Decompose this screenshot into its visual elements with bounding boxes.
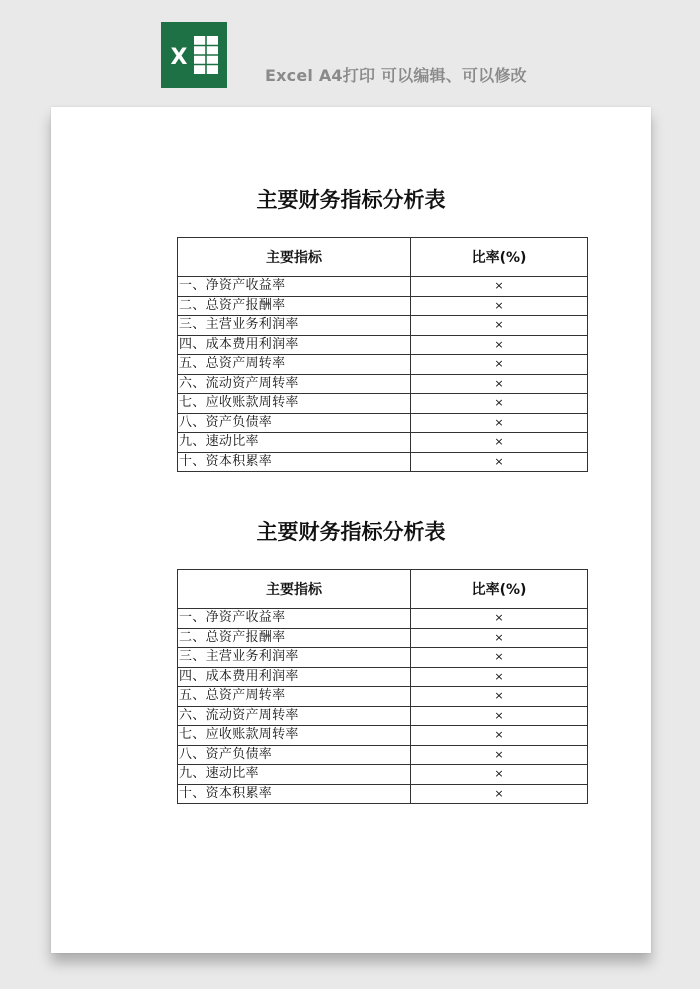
indicator-cell[interactable]: 九、速动比率 — [178, 433, 411, 453]
ratio-cell[interactable]: × — [411, 648, 588, 668]
sheet-title: 主要财务指标分析表 — [256, 520, 446, 544]
ratio-cell[interactable]: × — [411, 706, 588, 726]
column-header-ratio: 比率(%) — [411, 238, 588, 277]
table-header-row — [178, 570, 588, 609]
indicator-cell[interactable]: 三、主营业务利润率 — [178, 648, 411, 668]
ratio-cell[interactable]: × — [411, 452, 588, 472]
ratio-cell[interactable]: × — [411, 667, 588, 687]
table-row — [178, 667, 588, 687]
ratio-table — [177, 569, 588, 804]
ratio-cell[interactable]: × — [411, 628, 588, 648]
indicator-cell[interactable]: 十、资本积累率 — [178, 452, 411, 472]
ratio-cell[interactable]: × — [411, 277, 588, 297]
ratio-cell[interactable]: × — [411, 413, 588, 433]
table-header-row — [178, 238, 588, 277]
page-header — [0, 0, 700, 100]
header-caption: Excel A4打印 可以编辑、可以修改 — [265, 66, 527, 85]
ratio-cell[interactable]: × — [411, 784, 588, 804]
table-row — [178, 433, 588, 453]
indicator-cell[interactable]: 八、资产负债率 — [178, 413, 411, 433]
indicator-cell[interactable]: 四、成本费用利润率 — [178, 335, 411, 355]
ratio-cell[interactable]: × — [411, 433, 588, 453]
table-row — [178, 784, 588, 804]
table-row — [178, 413, 588, 433]
table-row — [178, 687, 588, 707]
indicator-cell[interactable]: 四、成本费用利润率 — [178, 667, 411, 687]
table-row — [178, 628, 588, 648]
table-row — [178, 355, 588, 375]
table-row — [178, 374, 588, 394]
indicator-cell[interactable]: 八、资产负债率 — [178, 745, 411, 765]
ratio-cell[interactable]: × — [411, 745, 588, 765]
table-row — [178, 609, 588, 629]
indicator-cell[interactable]: 六、流动资产周转率 — [178, 706, 411, 726]
sheet-title: 主要财务指标分析表 — [256, 188, 446, 212]
table-row — [178, 726, 588, 746]
ratio-cell[interactable]: × — [411, 687, 588, 707]
indicator-cell[interactable]: 二、总资产报酬率 — [178, 628, 411, 648]
column-header-indicator: 主要指标 — [178, 570, 411, 609]
indicator-cell[interactable]: 五、总资产周转率 — [178, 687, 411, 707]
table-row — [178, 316, 588, 336]
table-row — [178, 745, 588, 765]
ratio-table — [177, 237, 588, 472]
table-row — [178, 277, 588, 297]
column-header-ratio: 比率(%) — [411, 570, 588, 609]
indicator-cell[interactable]: 十、资本积累率 — [178, 784, 411, 804]
indicator-cell[interactable]: 二、总资产报酬率 — [178, 296, 411, 316]
indicator-cell[interactable]: 七、应收账款周转率 — [178, 726, 411, 746]
indicator-cell[interactable]: 九、速动比率 — [178, 765, 411, 785]
table-row — [178, 706, 588, 726]
ratio-cell[interactable]: × — [411, 726, 588, 746]
table-row — [178, 648, 588, 668]
ratio-cell[interactable]: × — [411, 335, 588, 355]
table-row — [178, 452, 588, 472]
table-row — [178, 765, 588, 785]
ratio-cell[interactable]: × — [411, 374, 588, 394]
ratio-cell[interactable]: × — [411, 394, 588, 414]
column-header-indicator: 主要指标 — [178, 238, 411, 277]
ratio-cell[interactable]: × — [411, 296, 588, 316]
indicator-cell[interactable]: 三、主营业务利润率 — [178, 316, 411, 336]
indicator-cell[interactable]: 五、总资产周转率 — [178, 355, 411, 375]
a4-paper — [51, 107, 651, 953]
indicator-cell[interactable]: 一、净资产收益率 — [178, 277, 411, 297]
indicator-cell[interactable]: 六、流动资产周转率 — [178, 374, 411, 394]
table-row — [178, 335, 588, 355]
ratio-cell[interactable]: × — [411, 765, 588, 785]
ratio-cell[interactable]: × — [411, 609, 588, 629]
excel-logo-icon — [161, 22, 227, 88]
table-row — [178, 296, 588, 316]
indicator-cell[interactable]: 七、应收账款周转率 — [178, 394, 411, 414]
table-row — [178, 394, 588, 414]
ratio-cell[interactable]: × — [411, 316, 588, 336]
ratio-cell[interactable]: × — [411, 355, 588, 375]
excel-logo-letter: X — [170, 45, 188, 70]
indicator-cell[interactable]: 一、净资产收益率 — [178, 609, 411, 629]
